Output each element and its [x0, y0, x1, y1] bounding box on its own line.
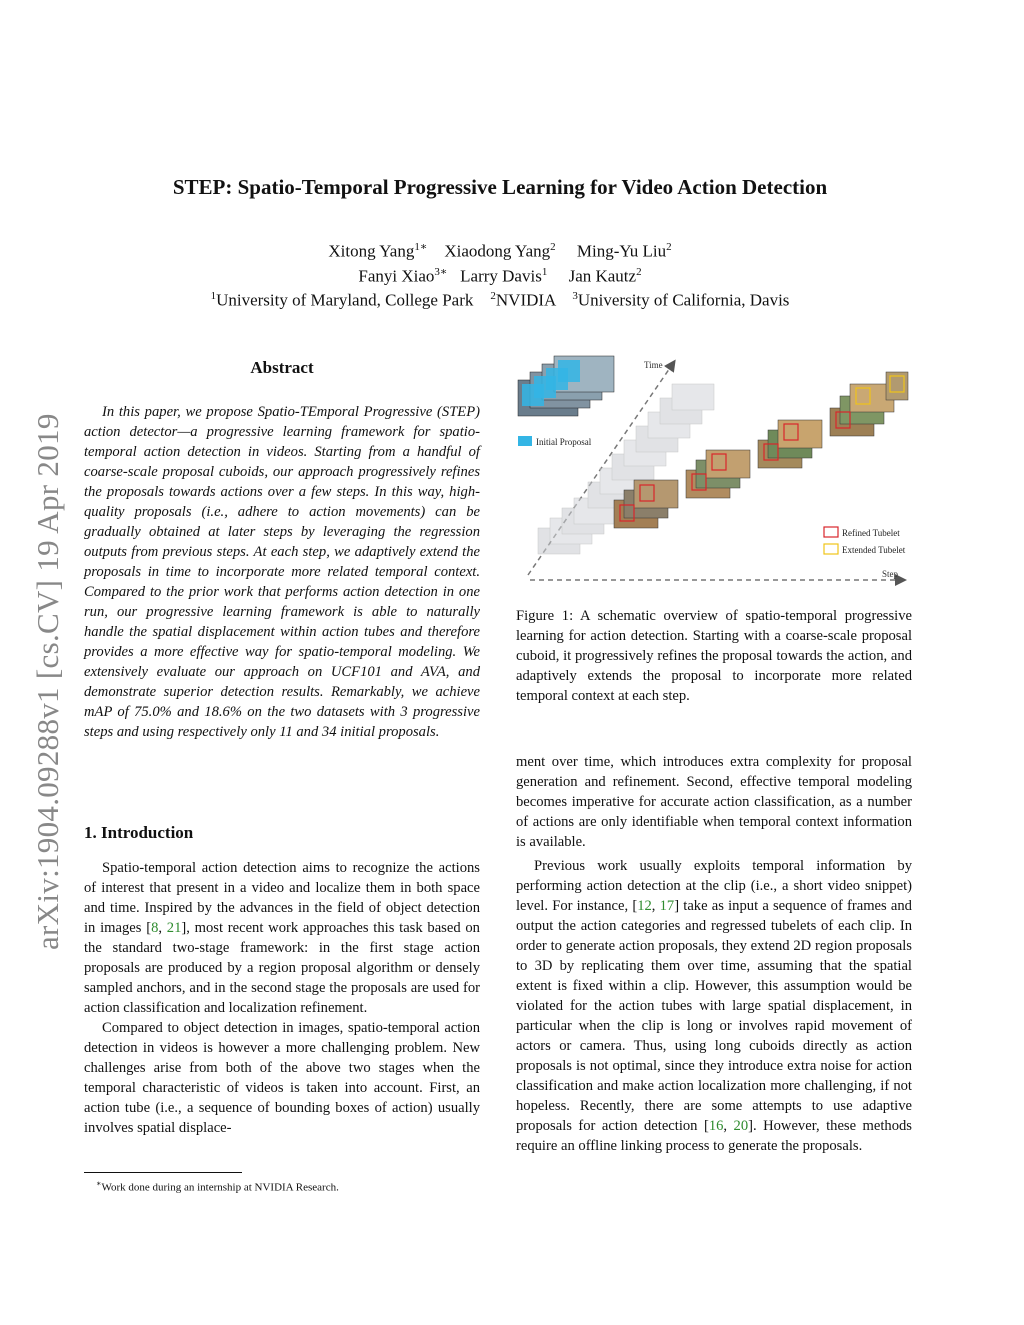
legend-extended-swatch — [824, 544, 838, 554]
author-name: Jan Kautz — [568, 266, 637, 286]
author-affil: 3∗ — [434, 266, 448, 278]
citation-link[interactable]: 16 — [708, 1118, 724, 1134]
citation-link[interactable]: 20 — [733, 1118, 749, 1134]
text-run: Spatio-temporal action detection aims to recognize the actions of interest that present in a video and localize them in both space and time. Inspired by the advances in the field of object detection in images [ — [84, 860, 480, 936]
legend-initial-label: Initial Proposal — [536, 437, 592, 447]
section-heading: 1. Introduction — [84, 823, 194, 842]
text-run: ]. However, these methods require an offline linking process to generate the proposals. — [516, 1118, 912, 1154]
citation-link[interactable]: 12 — [637, 898, 652, 914]
right-column-body — [516, 752, 912, 1156]
affil-mark: 2 — [490, 290, 496, 302]
text-run: , — [651, 898, 660, 914]
author-line-1 — [0, 240, 1000, 262]
figure-caption: Figure 1: A schematic overview of spatio-temporal progressive learning for action detection. Starting with a coarse-scale proposal cuboid, it progressively refines the proposal towards the action, and adaptively extends the proposal to incorporate more related temporal context at each step. — [516, 608, 912, 704]
citation-link[interactable]: 8 — [151, 920, 159, 936]
figure-1-graphic — [516, 350, 912, 590]
text-run: Previous work usually exploits temporal information by performing action detection at the clip (i.e., a short video snippet) level. For instance, [ — [516, 858, 912, 914]
author-name: Larry Davis — [460, 266, 542, 286]
legend-refined-label: Refined Tubelet — [842, 528, 900, 538]
figure-1 — [516, 350, 912, 590]
intro-body — [84, 858, 480, 1138]
legend-refined-swatch — [824, 527, 838, 537]
affiliation: University of California, Davis — [577, 290, 790, 310]
time-label: Time — [644, 360, 663, 370]
author-line-2 — [0, 265, 1000, 287]
affiliation: NVIDIA — [495, 290, 556, 310]
affiliations — [0, 290, 1000, 311]
footnote — [96, 1179, 339, 1194]
citation-link[interactable]: 21 — [166, 920, 182, 936]
legend-extended-label: Extended Tubelet — [842, 545, 906, 555]
abstract-heading: Abstract — [250, 358, 314, 377]
author-affil: 2 — [666, 241, 672, 253]
author-name: Fanyi Xiao — [358, 266, 435, 286]
text-run: ] take as input a sequence of frames and output the action categories and regressed tubelets of each clip. In order to generate action proposals, they extend 2D region proposals to 3D by replicating them over time, assuming that the spatial extent is fixed within a clip. However, this assumption would be violated for the action tubes with large spatial displacement, in particular when the clip is long or involves rapid movement of actors or camera. Thus, using long cuboids directly as action proposals is not optimal, since they introduce extra noise for action classification and make action localization more challenging, if not hopeless. Recently, there are some attempts to use adaptive proposals for action detection [ — [516, 898, 912, 1134]
author-name: Xiaodong Yang — [444, 241, 551, 261]
footnote-text: Work done during an internship at NVIDIA Research. — [101, 1181, 339, 1194]
author-name: Ming-Yu Liu — [576, 241, 667, 261]
author-affil: 1 — [541, 266, 548, 278]
arxiv-stamp: arXiv:1904.09288v1 [cs.CV] 19 Apr 2019 — [30, 413, 65, 950]
abstract-text: In this paper, we propose Spatio-TEmporal Progressive (STEP) action detector—a progressive learning framework for spatio-temporal action detection in videos. Starting from a handful of coarse-scale proposal cuboids, our approach progressively refines the proposals towards actions over a few steps. In this way, high-quality proposals (i.e., adhere to action movements) can be gradually obtained at later steps by leveraging the regression outputs from previous steps. At each step, we adaptively extend the proposals in time to incorporate more related temporal context. Compared to the prior work that performs action detection in one run, our progressive learning framework is able to naturally handle the spatial displacement within action tubes and therefore provides a more effective way for spatio-temporal modeling. We extensively evaluate our approach on UCF101 and AVA, and demonstrate superior detection results. Remarkably, we achieve mAP of 75.0% and 18.6% on the two datasets with 3 progressive steps and using respectively only 11 and 34 initial proposals. — [84, 404, 480, 740]
text-run: , — [723, 1118, 734, 1134]
paragraph: Compared to object detection in images, spatio-temporal action detection in videos is however a more challenging problem. New challenges arise from both of the above two stages when the temporal characteristic of videos is taken into account. First, an action tube (i.e., a sequence of bounding boxes of action) usually involves spatial displace- — [84, 1020, 480, 1136]
footnote-mark: ∗ — [96, 1179, 102, 1188]
citation-link[interactable]: 17 — [659, 898, 675, 914]
paragraph: ment over time, which introduces extra complexity for proposal generation and refinement. Second, effective temporal modeling becomes imperative for accurate action classification, as a number of actions are only identifiable when temporal context information is available. — [516, 754, 912, 850]
author-affil: 2 — [550, 241, 556, 253]
text-run: ], most recent work approaches this task based on the standard two-stage framework: in the first stage action proposals are produced by a region proposal algorithm or densely sampled anchors, and in the second stage the proposals are used for action classification and localization refinement. — [84, 920, 480, 1016]
author-name: Xitong Yang — [328, 241, 415, 261]
affil-mark: 1 — [210, 290, 217, 302]
frame-stack-initial — [518, 356, 614, 416]
affiliation: University of Maryland, College Park — [216, 290, 474, 310]
text-run: , — [158, 920, 167, 936]
paper-title: STEP: Spatio-Temporal Progressive Learning for Video Action Detection — [172, 175, 828, 199]
paragraph — [516, 856, 912, 1156]
step-label: Step — [882, 569, 899, 579]
legend-initial-swatch — [518, 436, 532, 446]
affil-mark: 3 — [572, 290, 578, 302]
paragraph — [84, 858, 480, 1018]
author-affil: 2 — [636, 266, 642, 278]
author-affil: 1∗ — [414, 241, 428, 253]
footnote-rule — [84, 1172, 242, 1173]
